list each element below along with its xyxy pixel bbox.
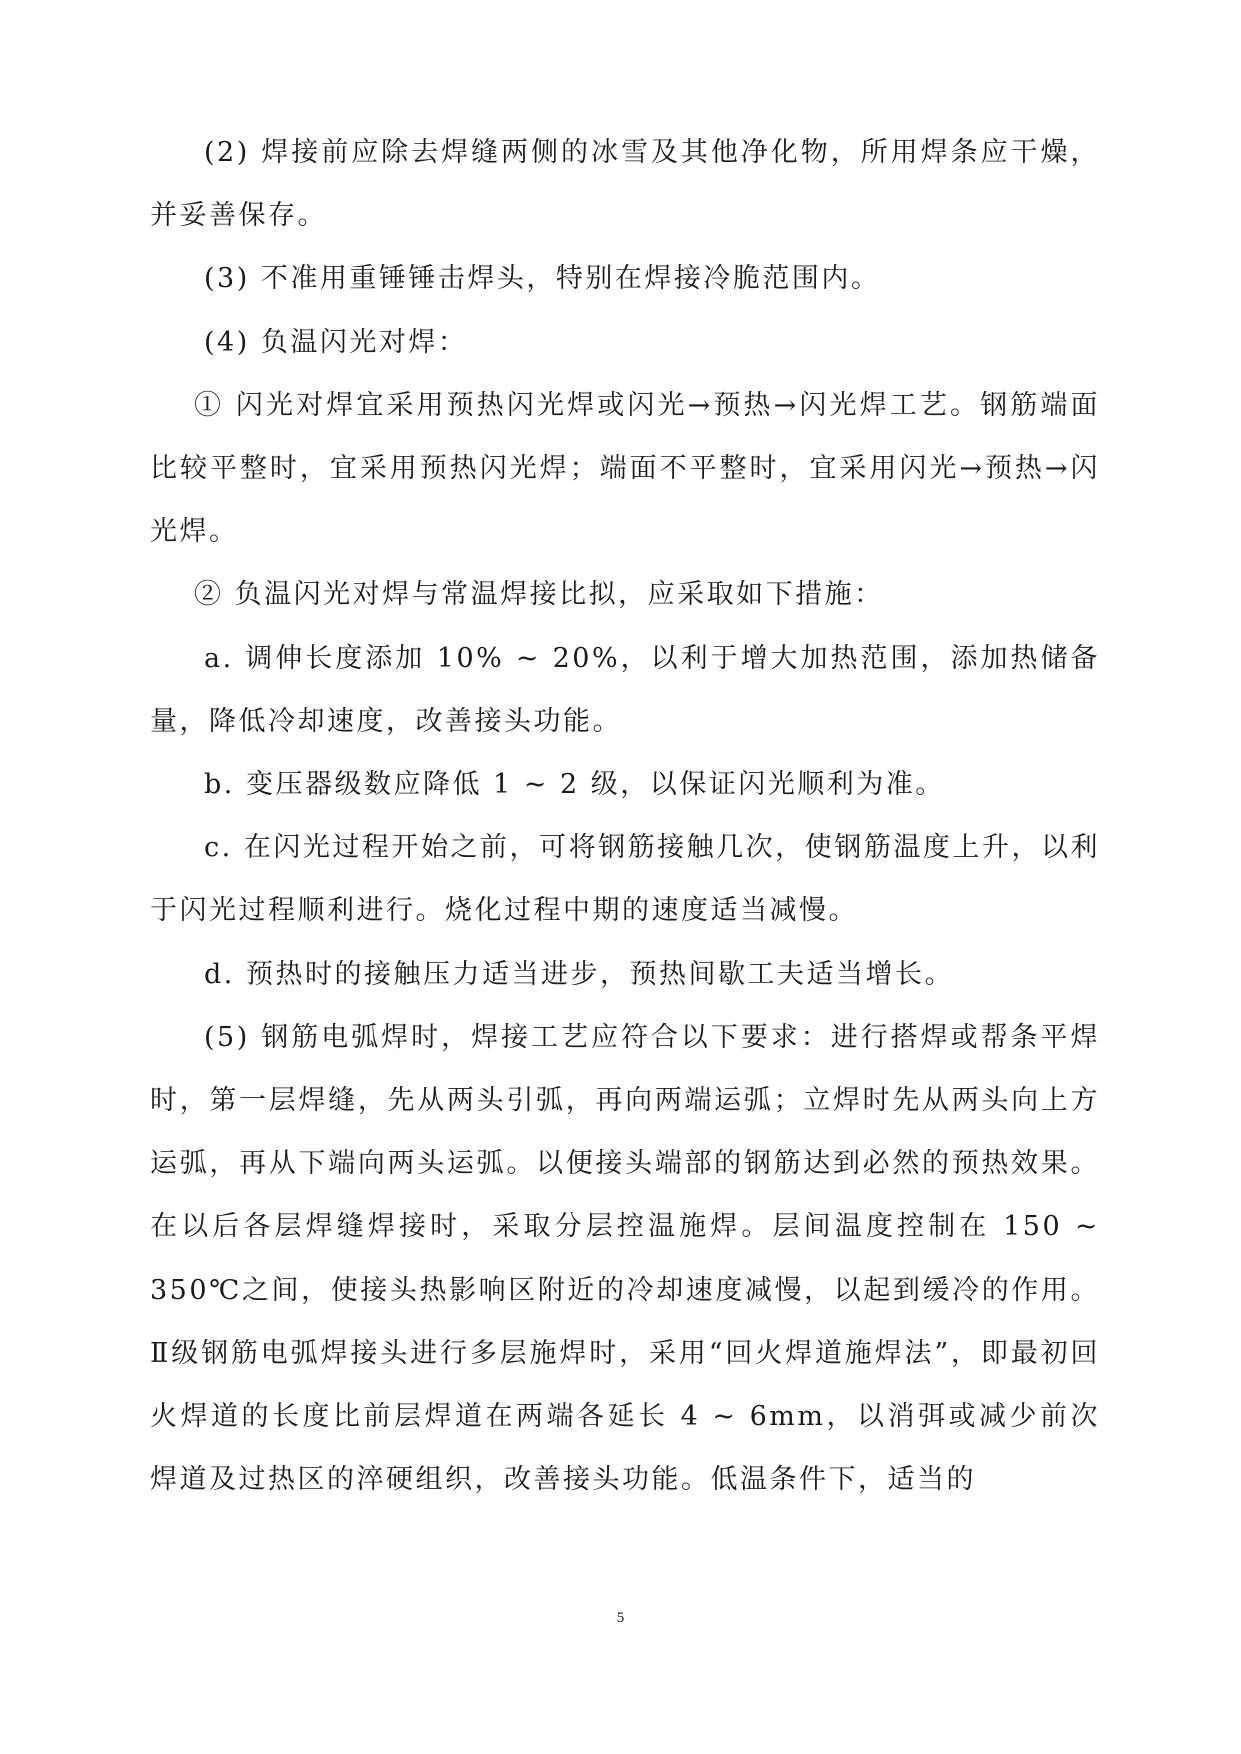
paragraph-sub-2: ② 负温闪光对焊与常温焊接比拟，应采取如下措施： xyxy=(194,579,884,611)
paragraph-measure-d: d. 预热时的接触压力适当进步，预热间歇工夫适当增长。 xyxy=(204,958,954,990)
paragraph-item-3: (3) 不准用重锤锤击焊头，特别在焊接冷脆范围内。 xyxy=(204,263,881,295)
paragraph-measure-c: c. 在闪光过程开始之前，可将钢筋接触几次，使钢筋温度上升，以利于闪光过程顺利进行。烧化过程中期的速度适当减慢。 xyxy=(150,832,1100,927)
page-number: 5 xyxy=(616,1610,625,1626)
paragraph-item-2: (2) 焊接前应除去焊缝两侧的冰雪及其他净化物，所用焊条应干燥，并妥善保存。 xyxy=(150,137,1100,232)
paragraph-sub-1: ① 闪光对焊宜采用预热闪光焊或闪光→预热→闪光焊工艺。钢筋端面比较平整时，宜采用预热闪光焊；端面不平整时，宜采用闪光→预热→闪光焊。 xyxy=(150,389,1100,548)
body-text xyxy=(150,121,1100,1511)
paragraph-item-5: (5) 钢筋电弧焊时，焊接工艺应符合以下要求：进行搭焊或帮条平焊时，第一层焊缝，先从两头引弧，再向两端运弧；立焊时先从两头向上方运弧，再从下端向两头运弧。以便接头端部的钢筋达到必然的预热效果。在以后各层焊缝焊接时，采取分层控温施焊。层间温度控制在 150 ~ 350℃之间，使接头热影响区附近的冷却速度减慢，以起到缓冷的作用。Ⅱ级钢筋电弧焊接头进行多层施焊时，采用“回火焊道施焊法”，即最初回火焊道的长度比前层焊道在两端各延长 4 ~ 6mm，以消弭或减少前次焊道及过热区的淬硬组织，改善接头功能。低温条件下，适当的 xyxy=(150,1021,1100,1496)
paragraph-item-4-heading: (4) 负温闪光对焊： xyxy=(204,326,468,358)
paragraph-measure-b: b. 变压器级数应降低 1 ~ 2 级，以保证闪光顺利为准。 xyxy=(204,769,945,801)
paragraph-measure-a: a. 调伸长度添加 10% ~ 20%，以利于增大加热范围，添加热储备量，降低冷却速度，改善接头功能。 xyxy=(150,642,1100,737)
